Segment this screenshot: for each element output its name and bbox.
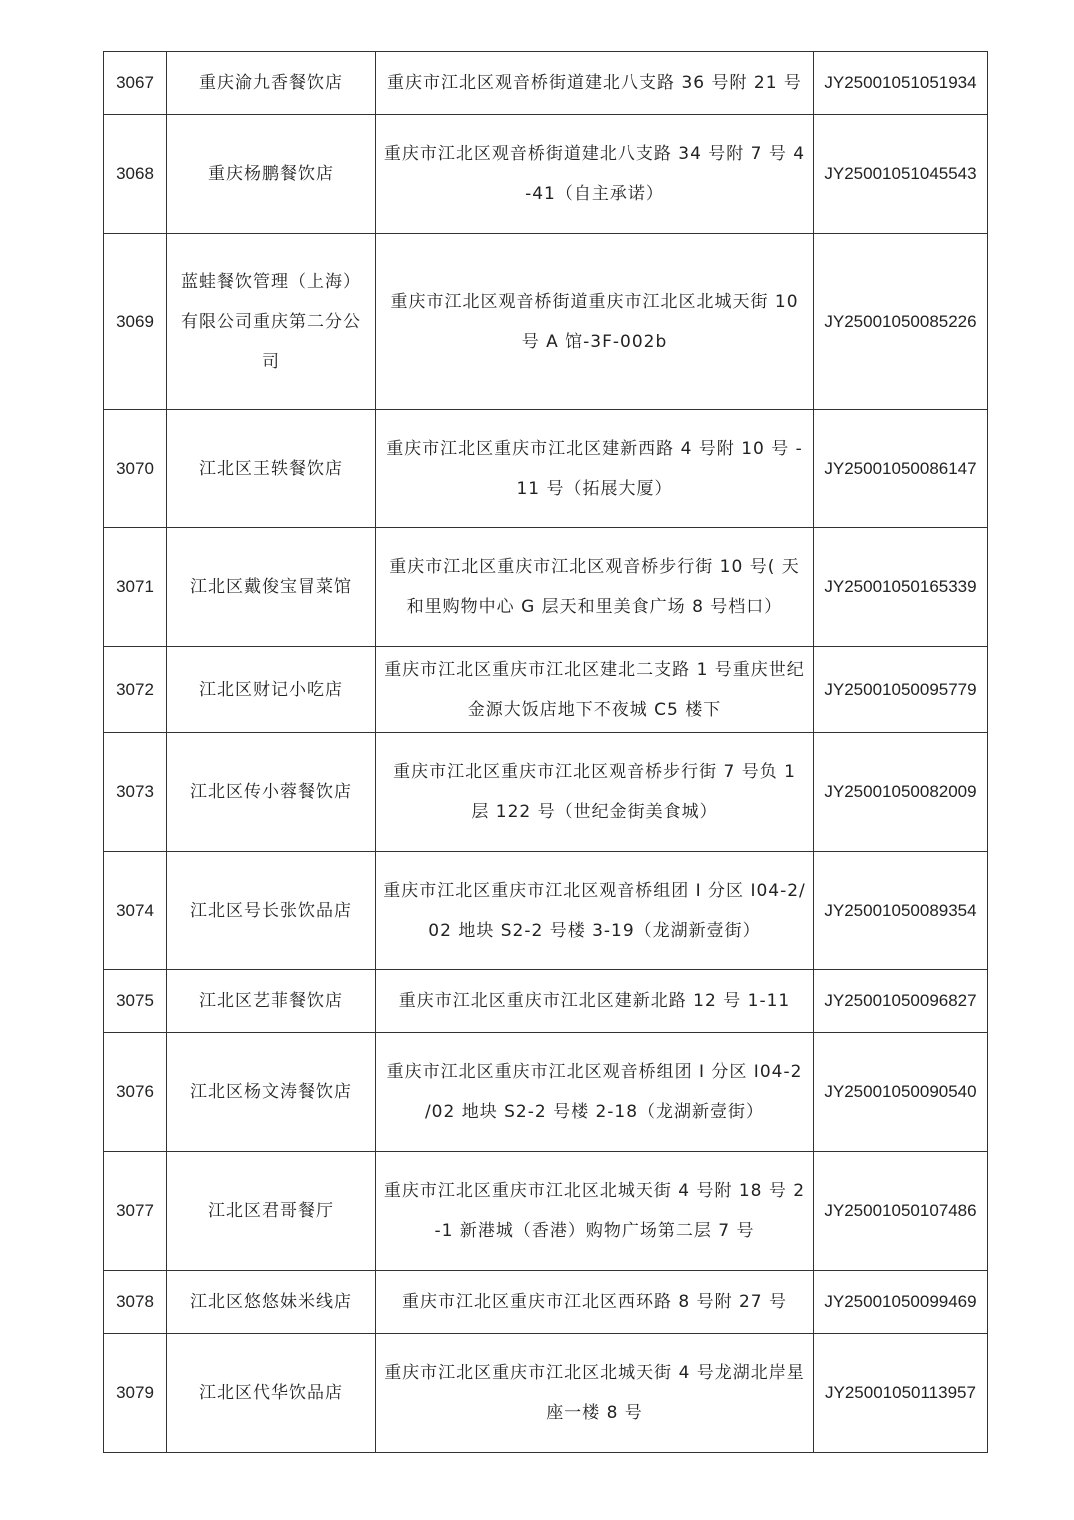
- table-row: [104, 733, 988, 852]
- business-address: 重庆市江北区重庆市江北区观音桥步行街 10 号( 天和里购物中心 G 层天和里美食广场 8 号档口）: [376, 528, 814, 647]
- license-number: JY25001050085226: [814, 234, 988, 410]
- business-name: 江北区艺菲餐饮店: [167, 970, 376, 1033]
- document-page: [103, 51, 987, 1453]
- license-number: JY25001050096827: [814, 970, 988, 1033]
- business-name: 江北区君哥餐厅: [167, 1152, 376, 1271]
- table-row: [104, 410, 988, 528]
- business-address: 重庆市江北区重庆市江北区建新西路 4 号附 10 号 -11 号（拓展大厦）: [376, 410, 814, 528]
- business-address: 重庆市江北区重庆市江北区西环路 8 号附 27 号: [376, 1271, 814, 1334]
- business-address: 重庆市江北区重庆市江北区建北二支路 1 号重庆世纪金源大饭店地下不夜城 C5 楼下: [376, 647, 814, 733]
- business-name: 江北区戴俊宝冒菜馆: [167, 528, 376, 647]
- table-row: [104, 1152, 988, 1271]
- row-number: 3070: [104, 410, 167, 528]
- row-number: 3072: [104, 647, 167, 733]
- row-number: 3073: [104, 733, 167, 852]
- row-number: 3078: [104, 1271, 167, 1334]
- business-name: 江北区王轶餐饮店: [167, 410, 376, 528]
- table-row: [104, 1334, 988, 1453]
- business-name: 江北区代华饮品店: [167, 1334, 376, 1453]
- business-address: 重庆市江北区观音桥街道建北八支路 36 号附 21 号: [376, 52, 814, 115]
- table-row: [104, 970, 988, 1033]
- table-row: [104, 852, 988, 970]
- table-row: [104, 234, 988, 410]
- business-address: 重庆市江北区观音桥街道重庆市江北区北城天街 10 号 A 馆-3F-002b: [376, 234, 814, 410]
- license-number: JY25001050082009: [814, 733, 988, 852]
- license-number: JY25001051051934: [814, 52, 988, 115]
- business-name: 江北区财记小吃店: [167, 647, 376, 733]
- business-name: 重庆渝九香餐饮店: [167, 52, 376, 115]
- row-number: 3068: [104, 115, 167, 234]
- row-number: 3079: [104, 1334, 167, 1453]
- license-number: JY25001050089354: [814, 852, 988, 970]
- license-number: JY25001051045543: [814, 115, 988, 234]
- license-number: JY25001050113957: [814, 1334, 988, 1453]
- business-name: 蓝蛙餐饮管理（上海）有限公司重庆第二分公司: [167, 234, 376, 410]
- license-number: JY25001050086147: [814, 410, 988, 528]
- business-name: 江北区号长张饮品店: [167, 852, 376, 970]
- business-address: 重庆市江北区观音桥街道建北八支路 34 号附 7 号 4-41（自主承诺）: [376, 115, 814, 234]
- business-name: 重庆杨鹏餐饮店: [167, 115, 376, 234]
- license-number: JY25001050095779: [814, 647, 988, 733]
- table-row: [104, 1271, 988, 1334]
- table-row: [104, 1033, 988, 1152]
- license-number: JY25001050107486: [814, 1152, 988, 1271]
- business-address: 重庆市江北区重庆市江北区观音桥步行街 7 号负 1 层 122 号（世纪金街美食城）: [376, 733, 814, 852]
- business-address: 重庆市江北区重庆市江北区北城天街 4 号龙湖北岸星座一楼 8 号: [376, 1334, 814, 1453]
- business-address: 重庆市江北区重庆市江北区观音桥组团 I 分区 I04-2/02 地块 S2-2 号楼 3-19（龙湖新壹街）: [376, 852, 814, 970]
- row-number: 3077: [104, 1152, 167, 1271]
- business-address: 重庆市江北区重庆市江北区建新北路 12 号 1-11: [376, 970, 814, 1033]
- license-number: JY25001050090540: [814, 1033, 988, 1152]
- row-number: 3069: [104, 234, 167, 410]
- row-number: 3075: [104, 970, 167, 1033]
- row-number: 3076: [104, 1033, 167, 1152]
- license-number: JY25001050099469: [814, 1271, 988, 1334]
- business-address: 重庆市江北区重庆市江北区北城天街 4 号附 18 号 2-1 新港城（香港）购物广场第二层 7 号: [376, 1152, 814, 1271]
- business-name: 江北区杨文涛餐饮店: [167, 1033, 376, 1152]
- table-row: [104, 647, 988, 733]
- row-number: 3067: [104, 52, 167, 115]
- row-number: 3071: [104, 528, 167, 647]
- business-name: 江北区传小蓉餐饮店: [167, 733, 376, 852]
- business-address: 重庆市江北区重庆市江北区观音桥组团 I 分区 I04-2 /02 地块 S2-2 号楼 2-18（龙湖新壹街）: [376, 1033, 814, 1152]
- row-number: 3074: [104, 852, 167, 970]
- records-table: [103, 51, 988, 1453]
- business-name: 江北区悠悠妹米线店: [167, 1271, 376, 1334]
- table-row: [104, 528, 988, 647]
- table-row: [104, 52, 988, 115]
- license-number: JY25001050165339: [814, 528, 988, 647]
- table-row: [104, 115, 988, 234]
